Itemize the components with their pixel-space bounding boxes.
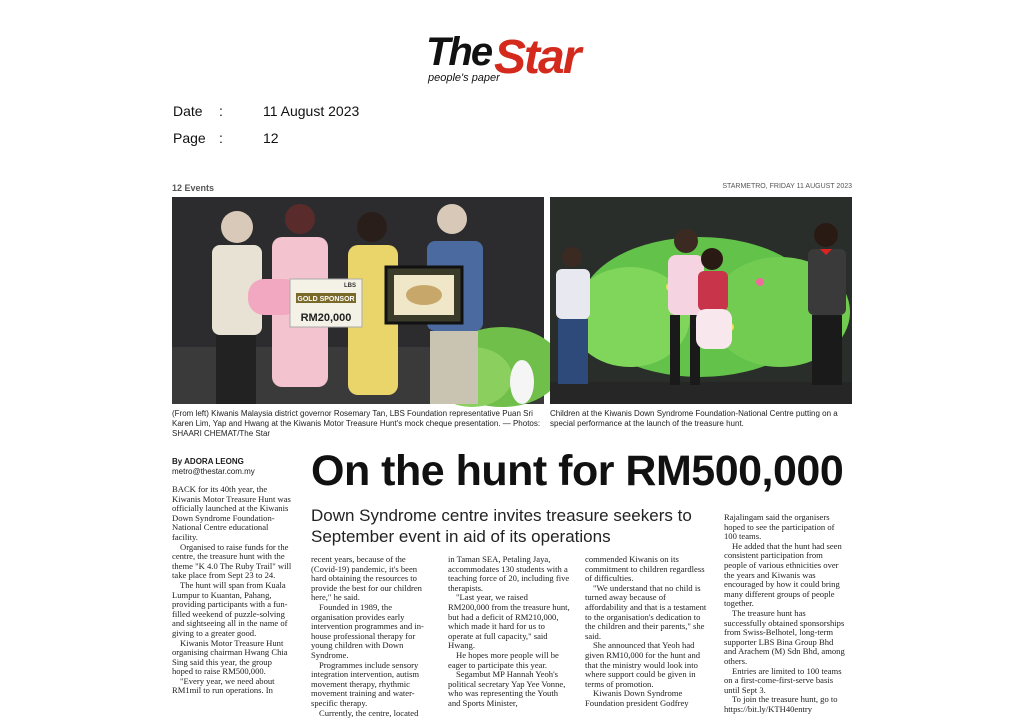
paragraph: He hopes more people will be eager to participate this year. [448, 649, 559, 670]
headline: On the hunt for RM500,000 [311, 447, 844, 495]
article-column-5 [724, 513, 847, 714]
paragraph: He added that the hunt had seen consistent participation from people of various ethnicities over the years and Kiwanis was encouraged by how it could bring many different groups of people together. [724, 540, 842, 609]
article-column-4 [585, 555, 708, 709]
paragraph: Founded in 1989, the organisation provides early intervention programmes and in-house professional therapy for young children with Down Syndrome. [311, 601, 424, 660]
photo-children-performance [550, 197, 852, 404]
paragraph: in Taman SEA, Petaling Jaya, accommodates 130 students with a teaching force of 20, including five therapists. [448, 554, 570, 593]
byline-name: By ADORA LEONG [172, 457, 244, 466]
article-column-2 [311, 555, 434, 718]
paragraph: Segambut MP Hannah Yeoh's political secretary Yap Yee Vonne, who was representing the Youth and Sports Minister, [448, 669, 566, 708]
paragraph: "Last year, we raised RM200,000 from the treasure hunt, but had a deficit of RM210,000, which made it hard for us to operate at full capacity," said Hwang. [448, 592, 570, 651]
cheque-amount: RM20,000 [300, 312, 352, 324]
paragraph: commended Kiwanis on its commitment to children regardless of difficulties. [585, 554, 705, 584]
paragraph: The treasure hunt has successfully obtained sponsorships from Swiss-Belhotel, long-term supporter LBS Bina Group Bhd and Arachem (M) Sdn Bhd, among others. [724, 607, 845, 666]
date-sep: : [219, 103, 223, 119]
paragraph: Kiwanis Motor Treasure Hunt organising chairman Hwang Chia Sing said this year, the group hoped to raise RM500,000. [172, 637, 288, 677]
children-performance-illustration [550, 197, 852, 404]
logo-the: The [426, 30, 492, 74]
paragraph: BACK for its 40th year, the Kiwanis Motor Treasure Hunt was officially launched at the Kiwanis Down Syndrome Foundation-National Centre educational facility. [172, 484, 291, 542]
date-value: 11 August 2023 [263, 103, 360, 119]
page-strip [172, 183, 852, 195]
paragraph: "We understand that no child is turned away because of affordability and that is a testament to the organisation's dedication to the children and their parents," she said. [585, 582, 707, 641]
paragraph: recent years, because of the (Covid-19) pandemic, it's been hard obtaining the resources to provide the best for our children here," he said. [311, 554, 422, 603]
photo-cheque-presentation [172, 197, 544, 404]
byline [172, 457, 255, 477]
paragraph: Rajalingam said the organisers hoped to see the participation of 100 teams. [724, 512, 835, 542]
article-column-1 [172, 485, 295, 696]
photo-caption-left: (From left) Kiwanis Malaysia district governor Rosemary Tan, LBS Foundation representative Puan Sri Karen Lim, Yap and Hwang at the Kiwanis Motor Treasure Hunt's mock cheque presentation. — Photos: SHAARI CHEMAT/The Star [172, 409, 541, 438]
gold-sponsor-banner: GOLD SPONSOR [297, 296, 355, 303]
paragraph: The hunt will span from Kuala Lumpur to Kuantan, Pahang, providing participants with a fun-filled weekend of puzzle-solving and sightseeing all in the name of giving to a greater good. [172, 579, 288, 638]
the-star-logo [424, 30, 604, 88]
subheadline: Down Syndrome centre invites treasure seekers to September event in aid of its operations [311, 506, 692, 546]
page-label: Page [173, 130, 206, 146]
lbs-logo-text: LBS [344, 283, 356, 289]
edition-date: STARMETRO, FRIDAY 11 AUGUST 2023 [722, 183, 852, 190]
paragraph: "Every year, we need about RM1mil to run operations. In [172, 675, 275, 696]
paragraph: Organised to raise funds for the centre, the treasure hunt with the theme "K 4.0 The Ruby Trail" will take place from Sept 23 to 24. [172, 541, 292, 581]
paragraph: She announced that Yeoh had given RM10,000 for the hunt and that the ministry would look into where support could be given in terms of promotion. [585, 640, 701, 689]
page-sep: : [219, 130, 223, 146]
cheque-presentation-illustration [172, 197, 544, 404]
paragraph: Programmes include sensory integration intervention, autism movement therapy, rhythmic movement training and water-specific therapy. [311, 659, 420, 708]
article-column-3 [448, 555, 571, 709]
date-label: Date [173, 103, 203, 119]
photo-caption-right: Children at the Kiwanis Down Syndrome Foundation-National Centre putting on a special performance at the launch of the treasure hunt. [550, 409, 838, 428]
logo-star: Star [494, 31, 580, 84]
byline-email: metro@thestar.com.my [172, 467, 255, 476]
paragraph: Currently, the centre, located [319, 707, 419, 718]
page-value: 12 [263, 130, 279, 146]
paragraph: Entries are limited to 100 teams on a first-come-first-serve basis until Sept 3. [724, 665, 842, 695]
section-label: 12 Events [172, 183, 215, 193]
paragraph: Kiwanis Down Syndrome Foundation president Godfrey [585, 688, 689, 708]
logo-tagline: people's paper [428, 72, 500, 84]
paragraph: To join the treasure hunt, go to https://bit.ly/KTH40entry [724, 694, 838, 714]
newspaper-clipping [172, 183, 852, 718]
